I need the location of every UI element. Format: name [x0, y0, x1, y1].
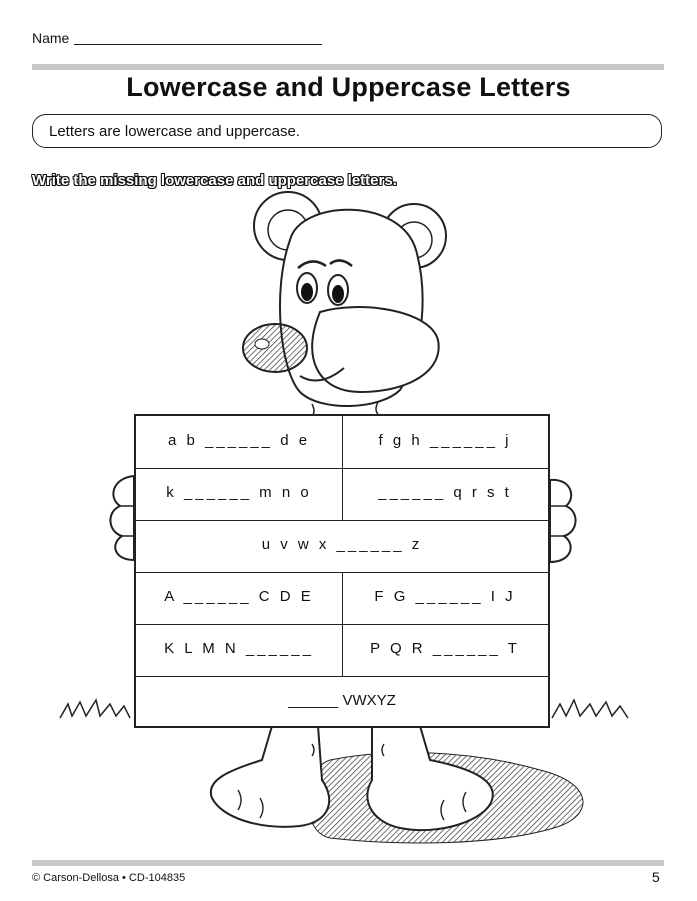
- name-label: Name: [32, 30, 70, 46]
- nose: [243, 324, 307, 372]
- directions-text: Write the missing lowercase and uppercase letters.: [32, 172, 397, 189]
- page-number: 5: [652, 869, 660, 885]
- right-leg: [367, 726, 492, 830]
- row-divider: [136, 676, 548, 677]
- exercise-cell[interactable]: P Q R ______ T: [370, 640, 520, 657]
- exercise-cell[interactable]: F G ______ I J: [374, 588, 516, 605]
- exercise-cell[interactable]: f g h ______ j: [378, 432, 512, 449]
- letter-board: [134, 414, 550, 728]
- exercise-cell[interactable]: ______ VWXYZ: [288, 692, 396, 709]
- exercise-cell[interactable]: u v w x ______ z: [261, 536, 423, 553]
- exercise-cell[interactable]: A ______ C D E: [164, 588, 314, 605]
- bottom-divider-bar: [32, 860, 664, 866]
- row-divider: [136, 520, 548, 521]
- exercise-cell[interactable]: a b ______ d e: [167, 432, 311, 449]
- copyright-footer: © Carson-Dellosa • CD-104835: [32, 872, 186, 884]
- grass-left: [60, 700, 130, 718]
- grass-right: [552, 700, 628, 718]
- exercise-cell[interactable]: k ______ m n o: [166, 484, 312, 501]
- rule-text: Letters are lowercase and uppercase.: [49, 123, 300, 140]
- left-leg: [211, 726, 329, 827]
- muzzle: [312, 307, 439, 392]
- exercise-cell[interactable]: K L M N ______: [164, 640, 314, 657]
- right-hand: [550, 480, 576, 562]
- left-hand: [110, 476, 134, 560]
- exercise-cell[interactable]: ______ q r s t: [378, 484, 512, 501]
- page-title: Lowercase and Uppercase Letters: [126, 72, 571, 102]
